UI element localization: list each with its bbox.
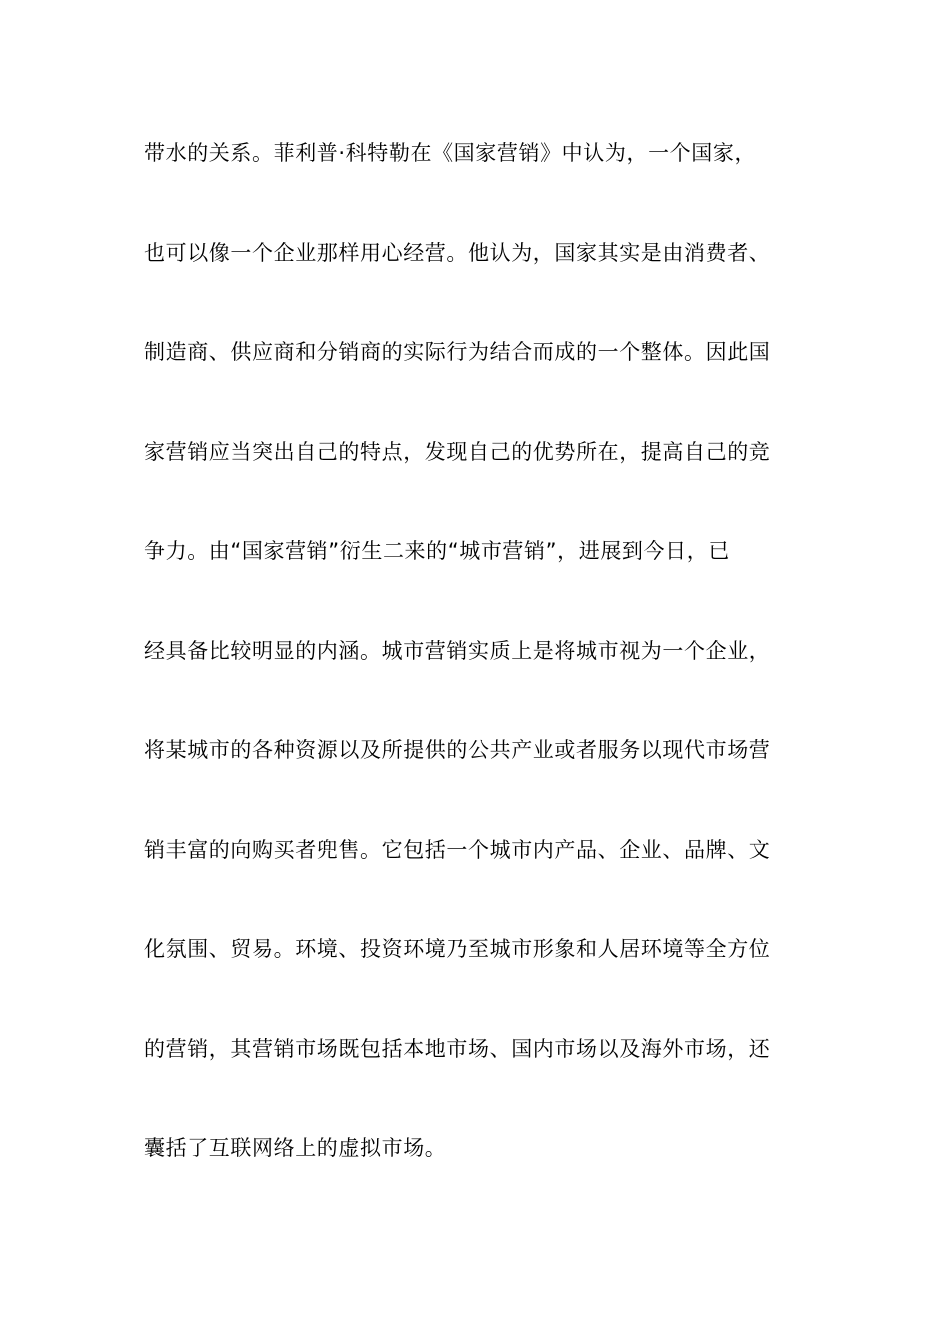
text-line-4: 家营销应当突出自己的特点，发现自己的优势所在，提高自己的竞 bbox=[144, 439, 771, 464]
text-line-2: 也可以像一个企业那样用心经营。他认为，国家其实是由消费者、 bbox=[144, 240, 771, 265]
text-line-8: 销丰富的向购买者兜售。它包括一个城市内产品、企业、品牌、文 bbox=[144, 837, 771, 862]
body-paragraph bbox=[144, 128, 810, 1223]
text-line-9: 化氛围、贸易。环境、投资环境乃至城市形象和人居环境等全方位 bbox=[144, 937, 771, 961]
text-line-10: 的营销，其营销市场既包括本地市场、国内市场以及海外市场，还 bbox=[144, 1036, 771, 1061]
text-line-3: 制造商、供应商和分销商的实际行为结合而成的一个整体。因此国 bbox=[144, 340, 771, 364]
text-line-6: 经具备比较明显的内涵。城市营销实质上是将城市视为一个企业， bbox=[144, 638, 771, 663]
text-line-1: 带水的关系。菲利普·科特勒在《国家营销》中认为，一个国家， bbox=[144, 141, 757, 165]
text-line-5: 争力。由“国家营销”衍生二来的“城市营销”，进展到今日，已 bbox=[144, 539, 730, 563]
text-line-7: 将某城市的各种资源以及所提供的公共产业或者服务以现代市场营 bbox=[144, 738, 771, 762]
text-line-11: 囊括了互联网络上的虚拟市场。 bbox=[144, 1136, 447, 1160]
